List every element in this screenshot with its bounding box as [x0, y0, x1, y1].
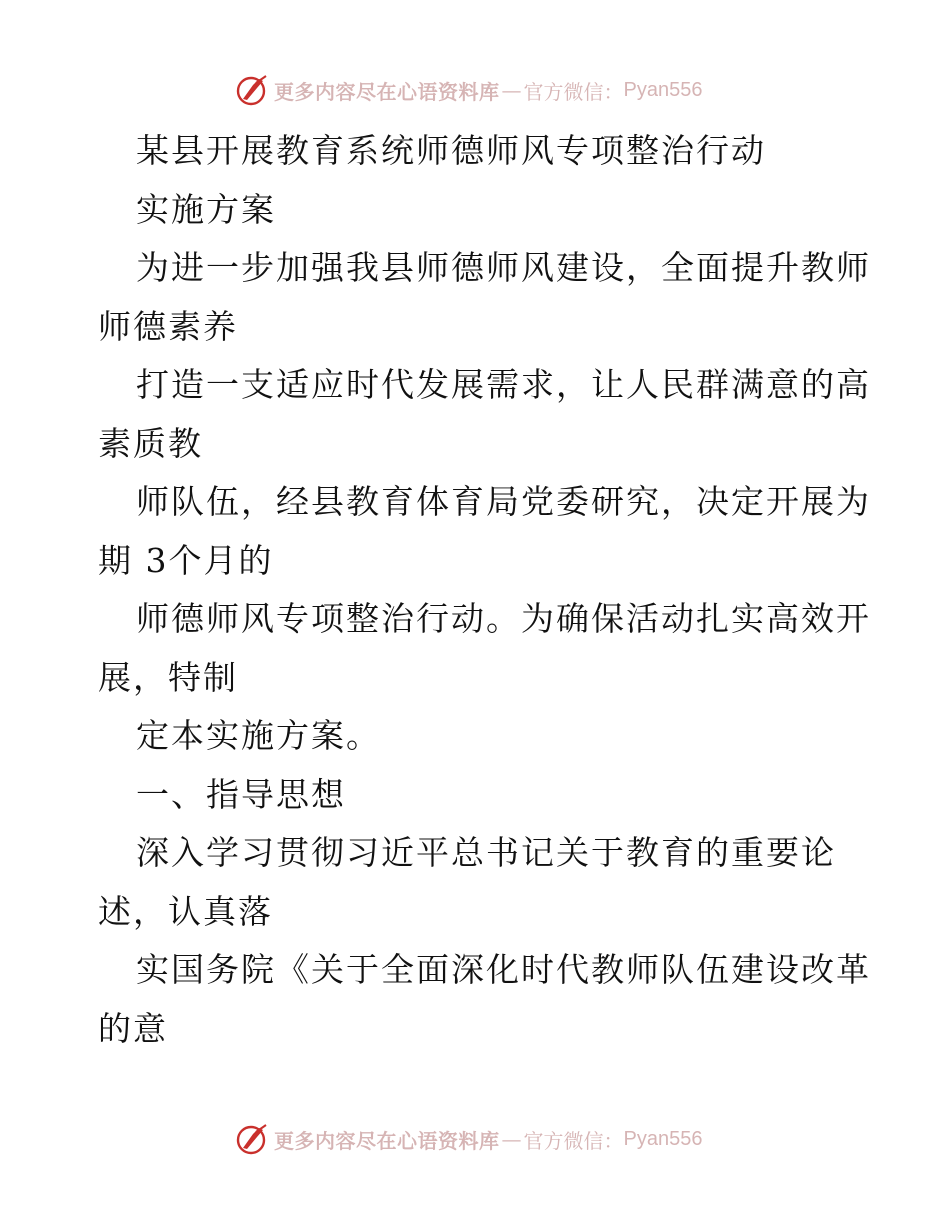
- paragraph-line: 期 3个月的: [98, 540, 274, 580]
- paragraph-line: 展，特制: [98, 657, 238, 697]
- paragraph-line: 素质教: [98, 423, 203, 463]
- paragraph-line: 师队伍，经县教育体育局党委研究，决定开展为: [136, 482, 871, 521]
- doc-title-line-2: 实施方案: [136, 189, 276, 229]
- paragraph-line: 实国务院《关于全面深化时代教师队伍建设改革: [136, 950, 871, 989]
- header-watermark-banner: [236, 72, 702, 108]
- paragraph-line: 为进一步加强我县师德师风建设，全面提升教师: [136, 248, 871, 287]
- paragraph-line: 打造一支适应时代发展需求，让人民群满意的高: [136, 365, 871, 404]
- document-body: [98, 122, 871, 1058]
- banner-dash: —: [501, 1127, 522, 1151]
- banner-text: 更多内容尽在心语资料库: [274, 1128, 500, 1153]
- paragraph-line: 师德师风专项整治行动。为确保活动扎实高效开: [136, 599, 871, 638]
- paragraph-line: 师德素养: [98, 306, 238, 346]
- quill-pen-icon: [236, 73, 270, 107]
- footer-watermark-banner: [236, 1121, 702, 1157]
- banner-dash: —: [501, 78, 522, 102]
- banner-wechat-label: 官方微信：: [523, 79, 624, 104]
- banner-wechat-id: Pyan556: [623, 1127, 703, 1150]
- paragraph-line: 深入学习贯彻习近平总书记关于教育的重要论: [136, 833, 836, 872]
- paragraph-line: 定本实施方案。: [136, 716, 381, 755]
- banner-text: 更多内容尽在心语资料库: [274, 79, 500, 104]
- section-heading: 一、指导思想: [136, 774, 346, 814]
- paragraph-line: 述，认真落: [98, 891, 273, 931]
- quill-pen-icon: [236, 1122, 270, 1156]
- banner-wechat-id: Pyan556: [623, 78, 703, 101]
- doc-title-line-1: 某县开展教育系统师德师风专项整治行动: [136, 131, 766, 170]
- paragraph-line: 的意: [98, 1008, 168, 1048]
- banner-wechat-label: 官方微信：: [523, 1128, 624, 1153]
